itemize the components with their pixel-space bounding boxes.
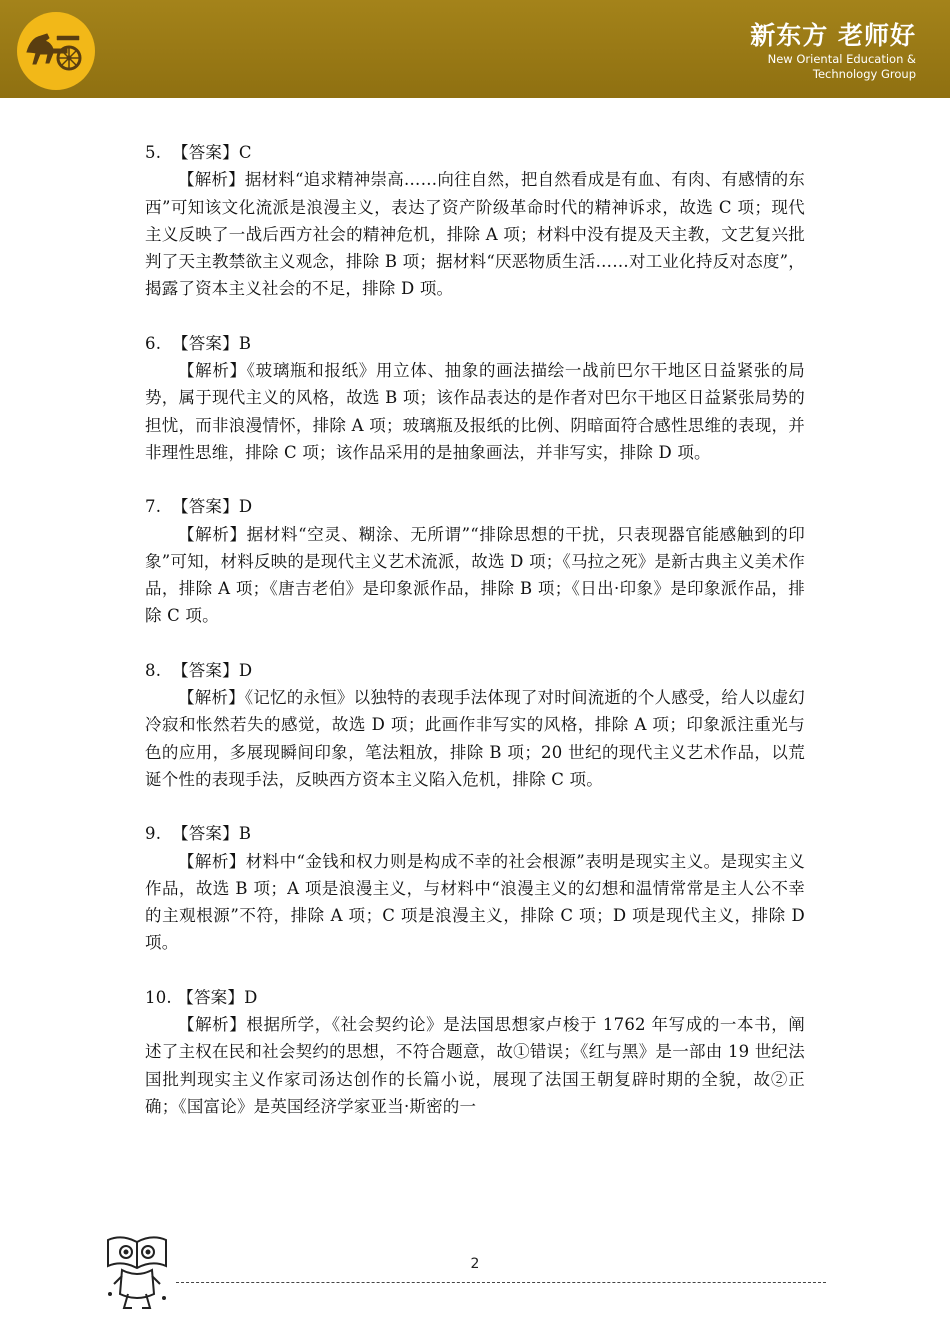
- answer-line: 5. 【答案】C: [145, 143, 252, 162]
- question-block-7: [145, 493, 805, 629]
- explanation-text: 【解析】《玻璃瓶和报纸》用立体、抽象的画法描绘一战前巴尔干地区日益紧张的局势，属于现代主义的风格，故选 B 项；该作品表达的是作者对巴尔干地区日益紧张局势的担忧，而非浪漫情怀，排除 A 项；玻璃瓶及报纸的比例、阴暗面符合感性思维的表现，并非理性思维，排除 C 项；该作品采用的是抽象画法，并非写实，排除 D 项。: [145, 361, 805, 462]
- explanation-text: 【解析】据材料“追求精神崇高……向往自然，把自然看成是有血、有肉、有感情的东西”可知该文化流派是浪漫主义，表达了资产阶级革命时代的精神诉求，故选 C 项；现代主义反映了一战后西方社会的精神危机，排除 A 项；材料中没有提及天主教，文艺复兴批判了天主教禁欲主义观念，排除 B 项；据材料“厌恶物质生活……对工业化持反对态度”，揭露了资本主义社会的不足，排除 D 项。: [145, 170, 805, 299]
- explanation-text: 【解析】据材料“空灵、糊涂、无所谓”“排除思想的干扰，只表现器官能感触到的印象”可知，材料反映的是现代主义艺术流派，故选 D 项；《马拉之死》是新古典主义美术作品，排除 A 项；《唐吉老伯》是印象派作品，排除 B 项；《日出·印象》是印象派作品，排除 C 项。: [145, 524, 805, 626]
- answer-list: [145, 139, 805, 1147]
- reading-owl-mascot-icon: [104, 1232, 170, 1314]
- explanation-text: 【解析】《记忆的永恒》以独特的表现手法体现了对时间流逝的个人感受，给人以虚幻冷寂和怅然若失的感觉，故选 D 项；此画作非写实的风格，排除 A 项；印象派注重光与色的应用，多展现瞬间印象，笔法粗放，排除 B 项；20 世纪的现代主义艺术作品，以荒诞个性的表现手法，反映西方资本主义陷入危机，排除 C 项。: [145, 688, 805, 789]
- answer-line: 8. 【答案】D: [145, 660, 253, 680]
- answer-line: 10. 【答案】D: [145, 987, 258, 1007]
- question-block-5: [145, 139, 805, 303]
- question-block-10: [145, 984, 805, 1120]
- brand-en-line-2: Technology Group: [812, 67, 916, 81]
- footer-dashed-divider: [176, 1282, 826, 1283]
- brand-name-cn: 新东方 老师好: [750, 21, 916, 50]
- answer-line: 9. 【答案】B: [145, 824, 252, 844]
- explanation-text: 【解析】根据所学，《社会契约论》是法国思想家卢梭于 1762 年写成的一本书，阐述了主权在民和社会契约的思想，不符合题意，故①错误；《红与黑》是一部由 19 世纪法国批判现实主义作家司汤达创作的长篇小说，展现了法国王朝复辟时期的全貌，故②正确；《国富论》是英国经济学家亚当·斯密的一: [145, 1015, 805, 1116]
- brand-name-en: [768, 52, 916, 82]
- question-block-8: [145, 657, 805, 793]
- page-header: [0, 0, 950, 98]
- explanation-text: 【解析】材料中“金钱和权力则是构成不幸的社会根源”表明是现实主义。是现实主义作品，故选 B 项；A 项是浪漫主义，与材料中“浪漫主义的幻想和温情常常是主人公不幸的主观根源”不符，排除 A 项；C 项是浪漫主义，排除 C 项；D 项是现代主义，排除 D 项。: [145, 851, 805, 953]
- question-block-9: [145, 820, 805, 956]
- answer-line: 6. 【答案】B: [145, 333, 252, 353]
- page-number: 2: [470, 1256, 480, 1272]
- answer-line: 7. 【答案】D: [145, 497, 253, 517]
- brand-en-line-1: New Oriental Education &: [767, 52, 916, 66]
- question-block-6: [145, 330, 805, 466]
- chariot-logo-icon: [17, 12, 95, 90]
